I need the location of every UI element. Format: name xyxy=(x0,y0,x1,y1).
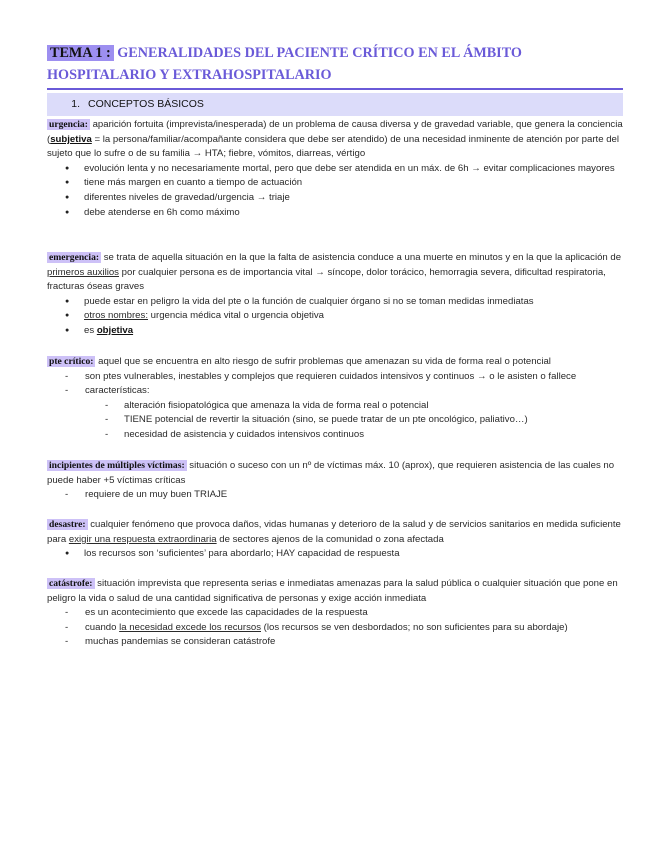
definition-text: de sectores ajenos de la comunidad o zona afectada xyxy=(216,533,444,545)
definition-paragraph xyxy=(47,577,625,606)
definition-paragraph xyxy=(47,251,625,295)
underlined-text: primeros auxilios xyxy=(47,266,119,278)
definition-text: situación imprevista que representa serias e inmediatas amenazas para la salud pública o cualquier situación que pone en peligro la vida o salud de una cantidad significativa de personas y exige acción inmediata xyxy=(47,578,618,604)
definition-paragraph xyxy=(47,355,625,370)
definition-pte-critico xyxy=(47,355,625,443)
title-divider xyxy=(47,88,623,90)
definition-emergencia xyxy=(47,251,625,339)
term-highlight: desastre: xyxy=(49,519,86,530)
definition-text: aquel que se encuentra en alto riesgo de sufrir problemas que amenazan su vida de forma real o potencial xyxy=(95,356,551,367)
list-item-text: urgencia médica vital o urgencia objetiva xyxy=(148,310,324,322)
section-label: CONCEPTOS BÁSICOS xyxy=(88,98,204,110)
dash-list xyxy=(47,488,625,503)
dash-list xyxy=(47,370,625,399)
list-item: ● debe atenderse en 6h como máximo xyxy=(47,206,625,221)
list-item-text: es xyxy=(84,324,97,336)
list-item xyxy=(47,309,625,324)
tema-label: TEMA 1 : xyxy=(47,45,114,61)
term-highlight: urgencia: xyxy=(49,119,88,130)
bullet-list xyxy=(47,547,625,562)
definition-urgencia xyxy=(47,118,625,220)
list-item-text: cuando xyxy=(85,621,120,633)
term-highlight: catástrofe: xyxy=(49,578,93,589)
underlined-text: exigir una respuesta extraordinaria xyxy=(68,533,217,545)
dash-list xyxy=(47,606,625,650)
list-item: ● tiene más margen en cuanto a tiempo de actuación xyxy=(47,176,625,191)
definition-catastrofe xyxy=(47,577,625,650)
list-item: - requiere de un muy buen TRIAJE xyxy=(47,488,625,503)
definition-desastre xyxy=(47,518,625,562)
underlined-text: otros nombres: xyxy=(84,310,148,322)
title-text: GENERALIDADES DEL PACIENTE CRÍTICO EN EL ÁMBITO HOSPITALARIO Y EXTRAHOSPITALARIO xyxy=(47,45,522,83)
list-item: - necesidad de asistencia y cuidados intensivos continuos xyxy=(47,428,625,443)
document-title xyxy=(47,43,627,86)
list-item: - TIENE potencial de revertir la situación (sino, se puede tratar de un pte oncológico, paliativo…) xyxy=(47,413,625,428)
bullet-list xyxy=(47,295,625,339)
term-highlight: pte crítico: xyxy=(49,356,94,367)
list-item: ● puede estar en peligro la vida del pte o la función de cualquier órgano si no se toman medidas inmediatas xyxy=(47,295,625,310)
list-item: - muchas pandemias se consideran catástrofe xyxy=(47,635,625,650)
list-item: - alteración fisiopatológica que amenaza la vida de forma real o potencial xyxy=(47,399,625,414)
list-item: - características: xyxy=(47,384,625,399)
definition-text: = la persona/familiar/acompañante considera que debe ser atendido) de una necesidad inminente de atención por parte del sujeto que lo sufre o de su familia → HTA; fiebre, vómitos, diarreas, vértigo xyxy=(47,133,620,160)
definition-paragraph xyxy=(47,518,625,547)
definition-text: situación o suceso con un nº de víctimas máx. 10 (aprox), que requieren asistencia de las cuales no puede haber +5 víctimas críticas xyxy=(47,460,615,486)
definition-text: se trata de aquella situación en la que la falta de asistencia conduce a una muerte en minutos y en la que la aplicación de xyxy=(101,252,622,263)
dash-sublist xyxy=(47,399,625,443)
term-highlight: incipientes de múltiples víctimas: xyxy=(49,460,185,471)
list-item: - son ptes vulnerables, inestables y complejos que requieren cuidados intensivos y continuos → o le asisten o fallece xyxy=(47,370,625,385)
section-heading xyxy=(47,93,623,116)
bullet-list xyxy=(47,162,625,220)
underlined-bold-text: subjetiva xyxy=(50,133,92,145)
list-item: ● evolución lenta y no necesariamente mortal, pero que debe ser atendida en un máx. de 6h → evitar complicaciones mayores xyxy=(47,162,625,177)
definition-incipientes xyxy=(47,459,625,503)
list-item: ● los recursos son ‘suficientes’ para abordarlo; HAY capacidad de respuesta xyxy=(47,547,625,562)
definition-text: cualquier fenómeno que provoca daños, vidas humanas y deterioro de la salud y de servicios sanitarios en medida suficiente para xyxy=(47,519,621,545)
section-number: 1. xyxy=(71,98,80,110)
definition-text: por cualquier persona es de importancia vital → síncope, dolor torácico, hemorragia severa, dificultad respiratoria, fracturas óseas graves xyxy=(47,266,606,293)
underlined-text: la necesidad excede los recursos xyxy=(119,621,261,633)
list-item: - es un acontecimiento que excede las capacidades de la respuesta xyxy=(47,606,625,621)
definition-paragraph xyxy=(47,118,625,162)
term-highlight: emergencia: xyxy=(49,252,100,263)
list-item: ● diferentes niveles de gravedad/urgencia → triaje xyxy=(47,191,625,206)
list-item-text: (los recursos se ven desbordados; no son suficientes para su abordaje) xyxy=(261,621,568,633)
list-item xyxy=(47,621,625,636)
underlined-bold-text: objetiva xyxy=(96,324,134,336)
list-item xyxy=(47,324,625,339)
definition-text: aparición fortuita (imprevista/inesperada) de un problema de causa diversa y de gravedad variable, que genera la conciencia ( xyxy=(47,119,623,145)
definition-paragraph xyxy=(47,459,625,488)
